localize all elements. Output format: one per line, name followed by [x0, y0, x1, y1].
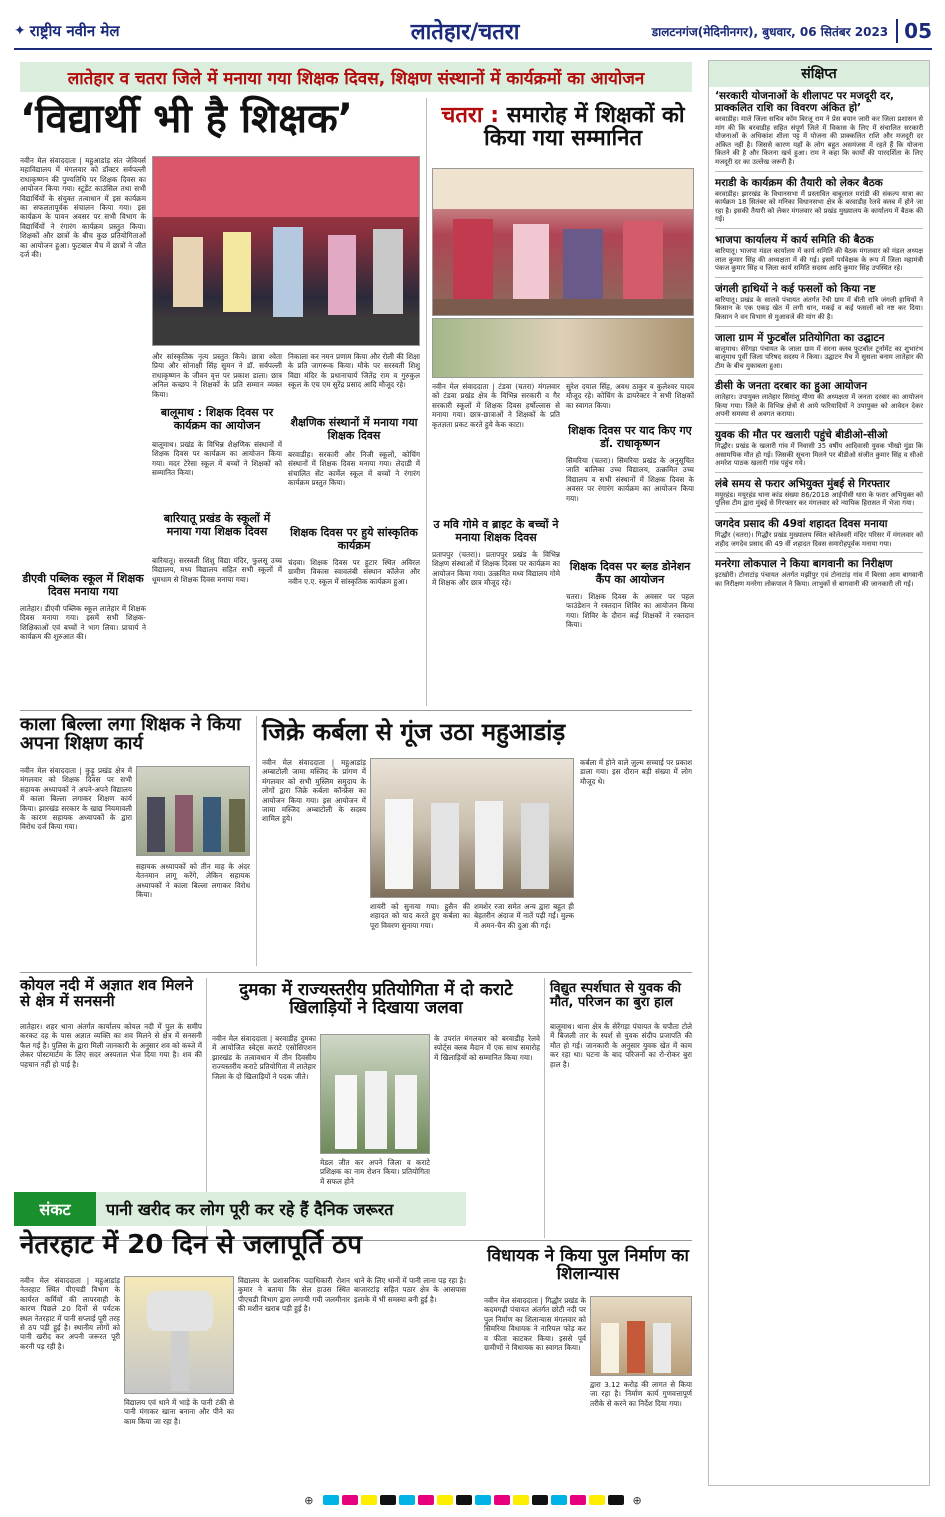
color-swatch — [342, 1495, 358, 1505]
story1-sub4-body: बरवाडीह। सरकारी और निजी स्कूलों, कोचिंग संस्थानों में शिक्षक दिवस मनाया गया। लेदाडी में संचालित सेंट कार्मेल स्कूल में बच्चों ने रंगारंग कार्यक्रम प्रस्तुत किया। — [288, 450, 420, 488]
divider — [256, 716, 257, 966]
registration-mark-icon: ⊕ — [304, 1493, 314, 1507]
story1-sub3-body: बारियातू। सरस्वती शिशु विद्या मंदिर, फुलसू उच्च विद्यालय, मध्य विद्यालय सहित सभी स्कूलों में धूमधाम से शिक्षक दिवस मनाया गया। — [152, 556, 282, 584]
story8-body: नवीन मेल संवाददाता | महुआडांड़ नेतरहाट स्थित पीएचडी विभाग के कार्यरत कर्मियों की लापरवाही के कारण पिछले 20 दिनों से पर्यटक स्थल नेतरहाट में पानी सप्लाई पूरी तरह से ठप पड़ी हुई है। स्थानीय लोगों को पानी खरीद कर अपनी जरूरत पूरी करनी पड़ रही है। — [20, 1276, 120, 1351]
brief-title: डीसी के जनता दरबार का हुआ आयोजन — [715, 380, 868, 393]
story2-sub1-body: सिमरिया (चतरा)। सिमरिया प्रखंड के अनुसूचित जाति बालिका उच्च विद्यालय, उत्क्रमित उच्च विद्यालय व सभी संस्थानों में शिक्षक दिवस के अवसर पर रंगारंग कार्यक्रम का आयोजन किया गया। — [566, 456, 694, 503]
water-tank-photo-icon — [125, 1277, 234, 1394]
brief-body: मयूरहंड। मयूरहंड थाना कांड संख्या 86/2018 आईपीसी धारा के फरार अभियुक्त को पुलिस टीम द्वारा मुंबई से गिरफ्तार कर मंगलवार को न्यायिक हिरासत में भेजा गया। — [715, 490, 923, 508]
story1-headline: ‘विद्यार्थी भी है शिक्षक’ — [20, 96, 353, 142]
sidebar-briefs — [708, 60, 930, 1486]
story3-body: नवीन मेल संवाददाता | कुड़ू प्रखंड क्षेत्र में मंगलवार को शिक्षक दिवस पर सभी सहायक अध्यापकों ने अपने-अपने विद्यालय में काला बिल्ला लगाकर शिक्षण कार्य किया। झारखंड सरकार के खाद्य नियमावली के कारण सहायक अध्यापकों के द्वारा विरोध दर्ज किया गया। — [20, 766, 132, 832]
brief-body: गिद्धौर (चतरा)। गिद्धौर प्रखंड मुख्यालय स्थित कोलेश्वरी मंदिर परिसर में मंगलवार को शहीद जगदेव प्रसाद की 49 वीं शहादत दिवस समारोहपूर्वक मनाया गया। — [715, 531, 923, 548]
color-swatch — [475, 1495, 491, 1505]
story4-col2: शायरी को सुनाया गया। हुसैन की शहादत को याद करते हुए कर्बला का पूरा विवरण सुनाया गया। — [370, 902, 470, 930]
story1-sub5-body: चंदवा। शिक्षक दिवस पर हुटार स्थित अविरल ग्रामीण विकास स्वावलंबी संस्थान कॉलेज और नवीन ए.ए. स्कूल में सांस्कृतिक कार्यक्रम हुआ। — [288, 558, 420, 586]
story3-headline: काला बिल्ला लगा शिक्षक ने किया अपना शिक्षण कार्य — [20, 714, 241, 754]
story1-sub4: शैक्षणिक संस्थानों में मनाया गया शिक्षक दिवस — [290, 416, 418, 442]
divider — [715, 374, 923, 375]
color-swatch — [570, 1495, 586, 1505]
story9-body: नवीन मेल संवाददाता | गिद्धौर प्रखंड के कदमगढ़ी पंचायत अंतर्गत छोटी नदी पर पुल निर्माण का शिलान्यास मंगलवार को सिमरिया विधायक ने नारियल फोड़ कर व फीता काटकर किया। इससे पूर्व ग्रामीणों ने विधायक का स्वागत किया। — [484, 1296, 586, 1353]
color-swatch — [456, 1495, 472, 1505]
story2-sub2-body: प्रतापपुर (चतरा)। प्रतापपुर प्रखंड के विभिन्न शिक्षण संस्थाओं में शिक्षक दिवस पर कार्यक्रम का आयोजन किया गया। उत्क्रमित मध्य विद्यालय गोमे में शिक्षक और छात्र मौजूद रहे। — [432, 550, 560, 588]
color-swatch — [399, 1495, 415, 1505]
divider — [715, 423, 923, 424]
color-swatch — [437, 1495, 453, 1505]
story9-photo — [590, 1296, 692, 1376]
story1-col2: और सांस्कृतिक नृत्य प्रस्तुत किये। छात्रा श्वेता प्रिया और सोनाक्षी सिंह सुमन ने डॉ. सर्वपल्ली राधाकृष्णन के जीवन वृत्त पर प्रकाश डाला। छात्र अनिल कच्छप ने शिक्षकों के प्रति सम्मान व्यक्त किया। — [152, 352, 282, 399]
brief-body: बरवाडीह। माले जिला सचिव कॉम बिरजू राम ने प्रेस बयान जारी कर जिला प्रशासन से मांग की कि बरवाडीह सहित संपूर्ण जिले में विकास के लिए में संचालित सरकारी योजनाओं के अधिकांश शीला पट्ट में योजना की प्राक्कलित राशि और मजदूरी दर अंकित नहीं है। जिससे कारण यहाँ के लोग बहुत असमंजस में रहते हैं कि योजना कितने की है और कितना खर्च हुआ। राम ने कहा कि कार्यों की पारदर्शिता के लिए मजदूरी दर का उल्लेख जरूरी है। — [715, 115, 923, 166]
sankat-tag: संकट — [14, 1192, 96, 1226]
story2-sub2: उ मवि गोमे व ब्राइट के बच्चों ने मनाया शिक्षक दिवस — [433, 518, 559, 544]
brief-title: मराडी के कार्यक्रम की तैयारी को लेकर बैठक — [715, 176, 883, 189]
dateline: डालटनगंज(मेदिनीनगर), बुधवार, 06 सितंबर 2023 — [651, 24, 889, 39]
story6-caption: मेडल जीत कर अपने जिला व कराटे प्रशिक्षक का नाम रोशन किया। प्रतियोगिता में सफल होने — [320, 1158, 430, 1186]
divider — [20, 972, 692, 973]
story3-col2: सहायक अध्यापकों को तीन माह के अंदर वेतनमान लागू करेंगे, लेकिन सहायक अध्यापकों ने काला बिल्ला लगाकर विरोध किया। — [136, 862, 250, 900]
teacher-ceremony-photo-icon — [153, 157, 420, 346]
story5-headline: कोयल नदी में अज्ञात शव मिलने से क्षेत्र में सनसनी — [20, 976, 193, 1010]
brand — [14, 21, 294, 41]
story4-col3: शमशेर रजा समेत अन्य द्वारा बहुत ही बेहतरीन अंदाज में नातें पढ़ी गईं। मुल्क में अमन-चैन की दुआ की गई। — [474, 902, 574, 930]
story1-sub1: डीएवी पब्लिक स्कूल में शिक्षक दिवस मनाया गया — [22, 572, 144, 598]
divider — [544, 978, 545, 1238]
brief-title: ‘सरकारी योजनाओं के शीलापट पर मजदूरी दर, प्राक्कलित राशि का विवरण अंकित हो’ — [715, 90, 894, 114]
story6-body: नवीन मेल संवाददाता | बरवाडीह दुमका में आयोजित स्वेट्स कराटे एसोसिएशन झारखंड के तत्वावधान में तीन दिवसीय राज्यस्तरीय कराटे प्रतियोगिता में लातेहार जिला के दो खिलाड़ियों ने पदक जीते। — [212, 1034, 316, 1081]
bird-logo-icon: ✦ — [14, 23, 26, 39]
story6-headline: दुमका में राज्यस्तरीय प्रतियोगिता में दो कराटे खिलाड़ियों ने दिखाया जलवा — [239, 980, 513, 1018]
story9-headline: विधायक ने किया पुल निर्माण का शिलान्यास — [487, 1246, 689, 1284]
divider — [715, 326, 923, 327]
story1-sub5: शिक्षक दिवस पर हुये सांस्कृतिक कार्यक्रम — [290, 526, 418, 552]
color-swatch — [361, 1495, 377, 1505]
foundation-stone-photo-icon — [591, 1297, 692, 1376]
story2-place: चतरा : — [441, 103, 500, 128]
story2-sub3-body: चतरा। शिक्षक दिवस के अवसर पर पहल फाउंडेशन ने रक्तदान शिविर का आयोजन किया गया। शिविर के दौरान कई शिक्षकों ने रक्तदान किया। — [566, 592, 694, 630]
brief-body: बरवाडीह। झारखंड के विधानसभा में प्रस्तावित बाबूलाल मरांडी की संकल्प यात्रा का कार्यक्रम 18 सितंबर को मनिका विधानसभा क्षेत्र के बरवाडीह रेलवे क्लब में होने जा रहा है। इसकी तैयारी को लेकर मंगलवार को प्रखंड मुख्यालय के कार्यालय में बैठक की गई। — [715, 189, 923, 224]
story8-photo — [124, 1276, 234, 1394]
brief-title: जगदेव प्रसाद की 49वां शहादत दिवस मनाया — [715, 518, 888, 531]
conference-photo-icon — [371, 759, 574, 898]
page-number: 05 — [896, 19, 932, 43]
story2-col2: सुरेश दयाल सिंह, अवध ठाकुर व कुलेश्वर यादव मौजूद रहे। कोचिंग के डायरेक्टर ने सभी शिक्षकों का स्वागत किया। — [566, 382, 694, 410]
brief-body: गिद्धौर। प्रखंड के खलारी गांव में निवासी 35 वर्षीय आदिवासी युवक भीखो मुंडा कि असामयिक मौत हो गई। जिसकी सूचना मिलने पर बीडीओ संजीत कुमार सिंह व सीओ अमरेश पाठक खलारी गांव पहुंच गये। — [715, 442, 923, 468]
color-swatch — [494, 1495, 510, 1505]
divider — [715, 472, 923, 473]
brand-name: राष्ट्रीय नवीन मेल — [29, 22, 120, 40]
brief-title: भाजपा कार्यालय में कार्य समिति की बैठक — [715, 233, 874, 246]
divider — [715, 277, 923, 278]
story8-kicker: पानी खरीद कर लोग पूरी कर रहे हैं दैनिक जरूरत — [96, 1192, 466, 1226]
story4-photo — [370, 758, 574, 898]
brief-body: बालूमाथ। सेरेंगड़ा पंचायत के जाला ग्राम में सरना क्लब फुटबॉल टूर्नामेंट का शुभारंभ बालूमाथ पूर्वी जिला परिषद सदस्य ने किया। उद्घाटन मैच में सुसला बनाम लातेहार की टीम के बीच मुकाबला हुआ। — [715, 344, 923, 370]
felicitation-photo-icon — [433, 169, 694, 316]
brief-body: लातेहार। उपायुक्त लातेहार सिमांशु मीणा की अध्यक्षता में जनता दरबार का आयोजन किया गया। जिले के विभिन्न क्षेत्रों से आये फरियादियों ने उपायुक्त को आवेदन देकर अपनी समस्या से अवगत कराया। — [715, 393, 923, 419]
brief-body: इटखोरी। टोनाटांड़ पंचायत अंतर्गत मझीपुर एवं टोनाटांड़ गांव में बिरसा आम बागवानी का निरीक्षण मनरेगा लोकपाल ने किया। लाभुकों से बागवानी की जानकारी ली गई। — [715, 571, 923, 588]
brief-body: बारियातू। भाजपा मंडल कार्यालय में कार्य समिति की बैठक मंगलवार को मंडल अध्यक्ष लाल कुमार सिंह की अध्यक्षता में की गई। इसमें पर्यवेक्षक के रूप में जिला महामंत्री पंकज कुमार सिंह व जिला कार्य समिति सदस्य आदि कुमार सिंह उपस्थित रहे। — [715, 246, 923, 273]
story1-body: नवीन मेल संवाददाता | महुआडांड़ संत जेवियर्स महाविद्यालय में मंगलवार को डॉक्टर सर्वपल्ली राधाकृष्णन की पुण्यतिथि पर शिक्षक दिवस का आयोजन किया गया। स्टूडेंट काउंसिल तथा सभी विद्यार्थियों के संयुक्त तत्वाधान में इस कार्यक्रम का सफलतापूर्वक संचालन किया गया। इस कार्यक्रम के पावन अवसर पर सभी विभाग के विद्यार्थियों ने रंगारंग कार्यक्रम प्रस्तुत किया। शिक्षकों और छात्रों के बीच कुछ प्रतियोगिताओं का आयोजन हुआ। फुटबाल मैच में छात्रों ने जीत दर्ज की। — [20, 156, 146, 260]
story1-sub2: बालूमाथ : शिक्षक दिवस पर कार्यक्रम का आयोजन — [160, 406, 274, 432]
story2-headline-block — [432, 104, 694, 150]
story2-sub1: शिक्षक दिवस पर याद किए गए डॉ. राधाकृष्णन — [568, 424, 692, 450]
story9-col2: द्वारा 3.12 करोड़ की लागत से किया जा रहा है। निर्माण कार्य गुणवत्तापूर्ण तरीके से करने का निर्देश दिया गया। — [590, 1380, 692, 1408]
divider — [715, 512, 923, 513]
story2-body: नवीन मेल संवाददाता | टंडवा (चतरा) मंगलवार को टंडवा प्रखंड क्षेत्र के विभिन्न सरकारी व गैर सरकारी स्कूलों में शिक्षक दिवस हर्षोल्लास से मनाया गया। छात्र-छात्राओं ने शिक्षकों के प्रति कृतज्ञता प्रकट करते हुये केक काटा। — [432, 382, 560, 429]
sidebar-title: संक्षिप्त — [709, 61, 929, 87]
story8-headline: नेतरहाट में 20 दिन से जलापूर्ति ठप — [20, 1230, 362, 1260]
registration-mark-icon: ⊕ — [632, 1493, 642, 1507]
color-register-bar — [18, 1494, 928, 1506]
karate-players-photo-icon — [321, 1035, 430, 1154]
main-content — [14, 56, 702, 1486]
color-swatch — [418, 1495, 434, 1505]
section-name: लातेहार/चतरा — [410, 20, 520, 45]
story7-headline: विद्युत स्पर्शघात से युवक की मौत, परिजन का बुरा हाल — [550, 981, 681, 1010]
brief-title: जंगली हाथियों ने कई फसलों को किया नष्ट — [715, 282, 876, 295]
brief-title: जाला ग्राम में फुटबॉल प्रतियोगिता का उद्घाटन — [715, 331, 885, 344]
story6-col2: के उपरांत मंगलवार को बरवाडीह रेलवे स्पोर्ट्स क्लब मैदान में एक साथ समारोह में खिलाड़ियों को सम्मानित किया गया। — [434, 1034, 540, 1062]
color-swatch — [532, 1495, 548, 1505]
divider — [715, 228, 923, 229]
story5-body: लातेहार। शहर थाना अंतर्गत कार्यालय कोयल नदी में पुल के समीप करकट दह के पास अज्ञात व्यक्ति का शव मिलने से क्षेत्र में सनसनी फैल गई है। पुलिस के द्वारा मिली जानकारी के अनुसार शव को कब्जे में लेकर पोस्टमार्टम के लिए सदर अस्पताल भेज दिया गया है। शव की पहचान नहीं हो पाई है। — [20, 1022, 202, 1069]
story1-sub2-body: बालूमाथ। प्रखंड के विभिन्न शैक्षणिक संस्थानों में शिक्षक दिवस पर कार्यक्रम का आयोजन किया गया। मदर टेरेसा स्कूल में बच्चों ने शिक्षकों को सम्मानित किया। — [152, 440, 282, 478]
color-swatch — [551, 1495, 567, 1505]
story1-sub3: बारियातू प्रखंड के स्कूलों में मनाया गया शिक्षक दिवस — [163, 512, 271, 538]
color-swatch — [323, 1495, 339, 1505]
color-swatch — [608, 1495, 624, 1505]
story2-photo2 — [432, 318, 694, 378]
brief-body: बारियातू। प्रखंड के सालवे पंचायत अंतर्गत रेंची ग्राम में बीती रात्रि जंगली हाथियों ने किसान के एक एकड़ खेत में लगी धान, मकई व कई फसलों को नष्ट कर दिया। किसान ने वन विभाग से मुआवजे की मांग की है। — [715, 295, 923, 321]
color-swatch — [513, 1495, 529, 1505]
story4-headline: जिक्रे कर्बला से गूंज उठा महुआडांड़ — [262, 718, 566, 746]
brief-title: मनरेगा लोकपाल ने किया बागवानी का निरीक्षण — [715, 558, 893, 571]
story8-col2: विद्यालय के प्रशासनिक पदाधिकारी रोशन कुमार ने बताया कि सेल हाउस स्थित पीएचडी विभाग द्वारा लगायी गयी जलमीनार की मशीन खराब पड़ी हुई है। — [238, 1276, 350, 1314]
story2-headline: समारोह में शिक्षकों को किया गया सम्मानित — [484, 103, 685, 152]
top-banner: लातेहार व चतरा जिले में मनाया गया शिक्षक दिवस, शिक्षण संस्थानों में कार्यक्रमों का आयोजन — [20, 62, 692, 92]
story8-col4: थाने के लिए थानों में पानी लाना पड़ रहा है। बाजारटांड़ सहित पठार क्षेत्र के आसपास इलाके में भी समस्या बनी हुई है। — [354, 1276, 466, 1304]
story4-col4: कर्बला में होने वाले ज़ुल्म सच्चाई पर प्रकाश डाला गया। इस दौरान बड़ी संख्या में लोग मौजूद थे। — [580, 758, 692, 786]
story1-col3: निकाला कर नमन प्रणाम किया और रोली की शिक्षा के प्रति जागरूक किया। मौके पर सरस्वती शिशु विद्या मंदिर के प्रधानाचार्य जितेंद्र राम व गुरुकुल स्कूल के एच एम सुरेंद्र प्रसाद आदि मौजूद रहे। — [288, 352, 420, 390]
story8-col3: विद्यालय एवं थाने में भाड़े के पानी टंकी से पानी मंगाकर खाना बनाना और पीने का काम किया जा रहा है। — [124, 1398, 234, 1426]
masthead — [14, 14, 932, 50]
story2-photo — [432, 168, 694, 316]
color-swatch — [589, 1495, 605, 1505]
brief-title: लंबे समय से फरार अभियुक्त मुंबई से गिरफ्तार — [715, 477, 890, 490]
story1-photo — [152, 156, 420, 346]
story3-photo — [136, 766, 250, 856]
story1-sub1-body: लातेहार। डीएवी पब्लिक स्कूल लातेहार में शिक्षक दिवस मनाया गया। इसमें सभी शिक्षक-शिक्षिकाओं एवं बच्चों ने भाग लिया। प्राचार्य ने कार्यक्रम की शुरुआत की। — [20, 604, 146, 642]
brief-title: युवक की मौत पर खलारी पहुंचे बीडीओ-सीओ — [715, 429, 888, 442]
story6-photo — [320, 1034, 430, 1154]
teachers-photo-icon — [137, 767, 250, 856]
divider — [426, 98, 427, 706]
divider — [715, 552, 923, 553]
story2-sub3: शिक्षक दिवस पर ब्लड डोनेशन कैंप का आयोजन — [569, 560, 691, 586]
divider — [20, 710, 692, 711]
color-swatch — [380, 1495, 396, 1505]
story7-body: बालूमाथ। थाना क्षेत्र के सेरेंगड़ा पंचायत के चपौता टोले में बिजली तार के स्पर्श से युवक संदीप प्रजापति की मौत हो गई। जानकारी के अनुसार युवक खेत में काम कर रहा था। घटना के बाद परिजनों का रो-रोकर बुरा हाल है। — [550, 1022, 692, 1069]
divider — [715, 171, 923, 172]
story4-body: नवीन मेल संवाददाता | महुआडांड़ अम्बाटोली जामा मस्जिद के प्रांगण में मंगलवार को सभी मुस्लिम समुदाय के लोगों द्वारा जिक्रे कर्बला कॉन्फ्रेंस का आयोजन किया गया। इस आयोजन में जामा मस्जिद अम्बाटोली के सदस्य शामिल हुये। — [262, 758, 366, 824]
